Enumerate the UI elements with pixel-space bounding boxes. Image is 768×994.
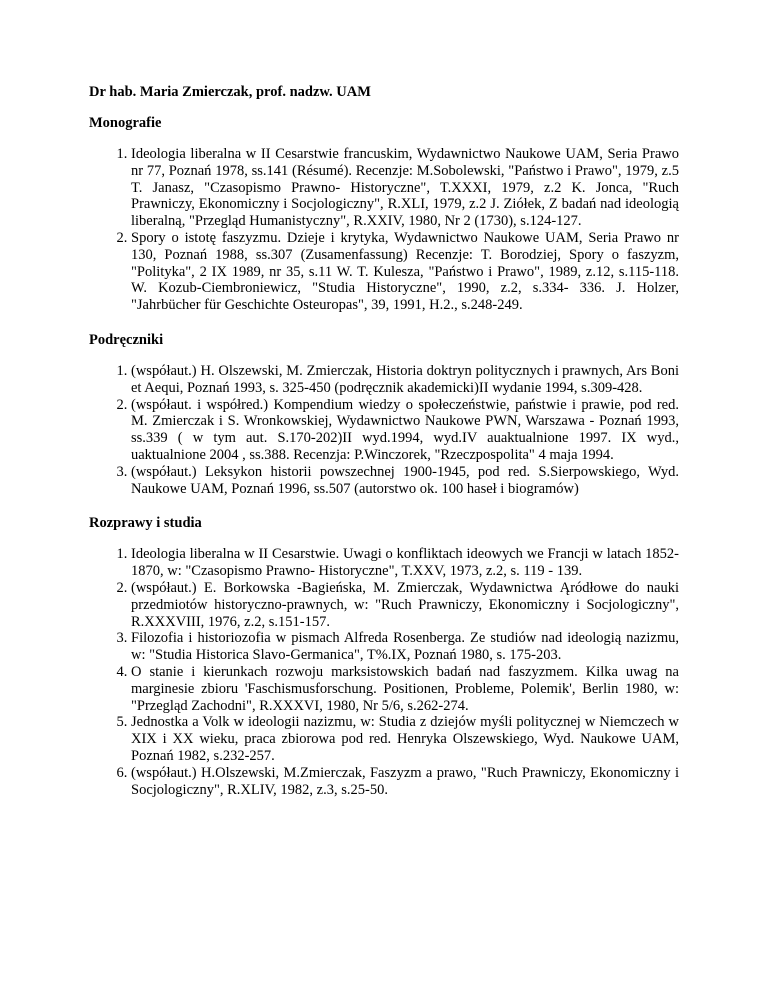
section-title: Podręczniki xyxy=(89,331,164,348)
list-item: 1. Ideologia liberalna w II Cesarstwie. Uwagi o konfliktach ideowych we Francji w latach 1852-1870, w: "Czasopismo Prawno- Historyczne", T.XXV, 1973, z.2, s. 119 - 139. xyxy=(131,546,679,580)
list-item: 1. Ideologia liberalna w II Cesarstwie francuskim, Wydawnictwo Naukowe UAM, Seria Prawo nr 77, Poznań 1978, ss.141 (Résumé). Recenzje: M.Sobolewski, "Państwo i Prawo", 1979, z.5 T. Janasz, "Czasopismo Prawno- Historyczne", T.XXXI, 1979, z.2 K. Jonca, "Ruch Prawniczy, Ekonomiczny i Socjologiczny", R.XLI, 1979, z.2 J. Ziółek, Z badań nad ideologią liberalną, "Przegląd Humanistyczny", R.XXIV, 1980, Nr 2 (1730), s.124-127. xyxy=(131,146,679,230)
document-title: Dr hab. Maria Zmierczak, prof. nadzw. UAM xyxy=(89,84,371,100)
section-rozprawy-i-studia xyxy=(89,515,679,798)
list-item: 2. Spory o istotę faszyzmu. Dzieje i krytyka, Wydawnictwo Naukowe UAM, Seria Prawo nr 130, Poznań 1988, ss.307 (Zusamenfassung) Recenzje: T. Borodziej, Spory o faszyzm, "Polityka", 2 IX 1989, nr 35, s.11 W. T. Kulesza, "Państwo i Prawo", 1989, z.12, s.115-118. W. Kozub-Ciembroniewicz, "Studia Historyczne", 1990, z.2, s.334- 336. J. Holzer, "Jahrbücher für Geschichte Osteuropas", 39, 1991, H.2., s.248-249. xyxy=(131,230,679,314)
list-item: 6. (współaut.) H.Olszewski, M.Zmierczak, Faszyzm a prawo, "Ruch Prawniczy, Ekonomiczny i Socjologiczny", R.XLIV, 1982, z.3, s.25-50. xyxy=(131,765,679,799)
publication-list xyxy=(89,363,679,497)
section-podreczniki xyxy=(89,332,679,497)
list-item: 2. (współaut. i współred.) Kompendium wiedzy o społeczeństwie, państwie i prawie, pod red. M. Zmierczak i S. Wronkowskiej, Wydawnictwo Naukowe PWN, Warszawa - Poznań 1993, ss.339 ( w tym aut. S.170-202)II wyd.1994, wyd.IV auaktualnione 1997. IX wyd., uaktualnione 2004 , ss.388. Recenzja: P.Winczorek, "Rzeczpospolita" 4 maja 1994. xyxy=(131,397,679,464)
list-item: 2. (współaut.) E. Borkowska -Bagieńska, M. Zmierczak, Wydawnictwa Ąródłowe do nauki przedmiotów historyczno-prawnych, w: "Ruch Prawniczy, Ekonomiczny i Socjologiczny", R.XXXVIII, 1976, z.2, s.151-157. xyxy=(131,580,679,630)
list-item: 5. Jednostka a Volk w ideologii nazizmu, w: Studia z dziejów myśli politycznej w Niemczech w XIX i XX wieku, praca zbiorowa pod red. Henryka Olszewskiego, Wyd. Naukowe UAM, Poznań 1982, s.232-257. xyxy=(131,714,679,764)
section-title: Monografie xyxy=(89,115,162,131)
list-item: 3. Filozofia i historiozofia w pismach Alfreda Rosenberga. Ze studiów nad ideologią nazizmu, w: "Studia Historica Slavo-Germanica", T%.IX, Poznań 1980, s. 175-203. xyxy=(131,630,679,664)
document-page xyxy=(89,84,679,798)
section-monografie xyxy=(89,115,679,314)
list-item: 1. (współaut.) H. Olszewski, M. Zmierczak, Historia doktryn politycznych i prawnych, Ars Boni et Aequi, Poznań 1993, s. 325-450 (podręcznik akademicki)II wydanie 1994, s.309-428. xyxy=(131,363,679,397)
publication-list xyxy=(89,546,679,798)
list-item: 3. (współaut.) Leksykon historii powszechnej 1900-1945, pod red. S.Sierpowskiego, Wyd. Naukowe UAM, Poznań 1996, ss.507 (autorstwo ok. 100 haseł i biogramów) xyxy=(131,464,679,498)
publication-list xyxy=(89,146,679,314)
section-title: Rozprawy i studia xyxy=(89,515,202,532)
list-item: 4. O stanie i kierunkach rozwoju marksistowskich badań nad faszyzmem. Kilka uwag na marginesie zbioru 'Faschismusforschung. Positionen, Probleme, Polemik', Berlin 1980, w: "Przegląd Zachodni", R.XXXVI, 1980, Nr 5/6, s.262-274. xyxy=(131,664,679,714)
